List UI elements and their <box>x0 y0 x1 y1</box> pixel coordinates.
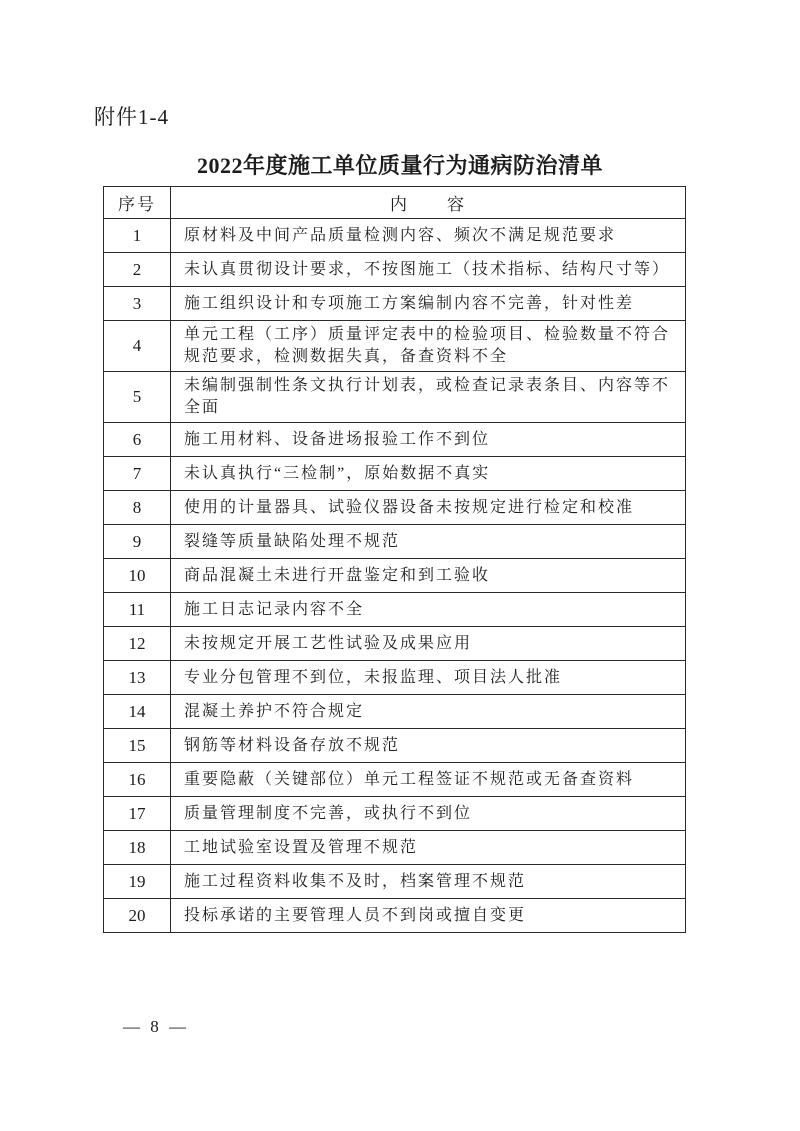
row-content: 未编制强制性条文执行计划表，或检查记录表条目、内容等不全面 <box>171 372 686 423</box>
row-content: 施工用材料、设备进场报验工作不到位 <box>171 423 686 457</box>
table-row <box>104 423 686 457</box>
row-serial-number: 7 <box>104 457 171 491</box>
row-serial-number: 14 <box>104 695 171 729</box>
row-serial-number: 8 <box>104 491 171 525</box>
row-serial-number: 3 <box>104 287 171 321</box>
row-serial-number: 12 <box>104 627 171 661</box>
column-header-serial-no: 序号 <box>104 187 171 219</box>
table-row <box>104 627 686 661</box>
row-serial-number: 9 <box>104 525 171 559</box>
column-header-content: 内 容 <box>171 187 686 219</box>
row-serial-number: 4 <box>104 321 171 372</box>
row-content: 质量管理制度不完善，或执行不到位 <box>171 797 686 831</box>
table-row <box>104 729 686 763</box>
table-header <box>104 187 686 219</box>
row-serial-number: 10 <box>104 559 171 593</box>
table-row <box>104 593 686 627</box>
row-serial-number: 19 <box>104 865 171 899</box>
table-row <box>104 831 686 865</box>
row-content: 钢筋等材料设备存放不规范 <box>171 729 686 763</box>
row-content: 未按规定开展工艺性试验及成果应用 <box>171 627 686 661</box>
row-content: 裂缝等质量缺陷处理不规范 <box>171 525 686 559</box>
table-row <box>104 797 686 831</box>
table-row <box>104 457 686 491</box>
table-row <box>104 763 686 797</box>
table-row <box>104 253 686 287</box>
row-serial-number: 17 <box>104 797 171 831</box>
row-content: 重要隐蔽（关键部位）单元工程签证不规范或无备查资料 <box>171 763 686 797</box>
table-row <box>104 559 686 593</box>
table-row <box>104 287 686 321</box>
row-content: 未认真贯彻设计要求，不按图施工（技术指标、结构尺寸等） <box>171 253 686 287</box>
row-content: 商品混凝土未进行开盘鉴定和到工验收 <box>171 559 686 593</box>
row-serial-number: 5 <box>104 372 171 423</box>
row-content: 施工组织设计和专项施工方案编制内容不完善，针对性差 <box>171 287 686 321</box>
table-row <box>104 899 686 933</box>
row-serial-number: 2 <box>104 253 171 287</box>
row-serial-number: 15 <box>104 729 171 763</box>
row-serial-number: 16 <box>104 763 171 797</box>
row-serial-number: 11 <box>104 593 171 627</box>
table-row <box>104 321 686 372</box>
row-serial-number: 13 <box>104 661 171 695</box>
table-body <box>104 219 686 933</box>
row-content: 施工过程资料收集不及时，档案管理不规范 <box>171 865 686 899</box>
row-content: 专业分包管理不到位，未报监理、项目法人批准 <box>171 661 686 695</box>
row-content: 工地试验室设置及管理不规范 <box>171 831 686 865</box>
attachment-label: 附件1-4 <box>94 105 169 129</box>
defect-list-table <box>103 186 686 933</box>
table-row <box>104 372 686 423</box>
table-row <box>104 219 686 253</box>
row-content: 原材料及中间产品质量检测内容、频次不满足规范要求 <box>171 219 686 253</box>
row-content: 使用的计量器具、试验仪器设备未按规定进行检定和校准 <box>171 491 686 525</box>
table-header-row <box>104 187 686 219</box>
row-serial-number: 1 <box>104 219 171 253</box>
row-content: 施工日志记录内容不全 <box>171 593 686 627</box>
row-content: 投标承诺的主要管理人员不到岗或擅自变更 <box>171 899 686 933</box>
table-row <box>104 491 686 525</box>
row-content: 未认真执行“三检制”，原始数据不真实 <box>171 457 686 491</box>
table-row <box>104 525 686 559</box>
table-row <box>104 865 686 899</box>
row-serial-number: 6 <box>104 423 171 457</box>
page-title: 2022年度施工单位质量行为通病防治清单 <box>196 153 603 178</box>
page-number: — 8 — <box>123 1017 189 1036</box>
table-row <box>104 661 686 695</box>
table-row <box>104 695 686 729</box>
row-serial-number: 20 <box>104 899 171 933</box>
row-content: 混凝土养护不符合规定 <box>171 695 686 729</box>
row-content: 单元工程（工序）质量评定表中的检验项目、检验数量不符合规范要求，检测数据失真，备查资料不全 <box>171 321 686 372</box>
row-serial-number: 18 <box>104 831 171 865</box>
